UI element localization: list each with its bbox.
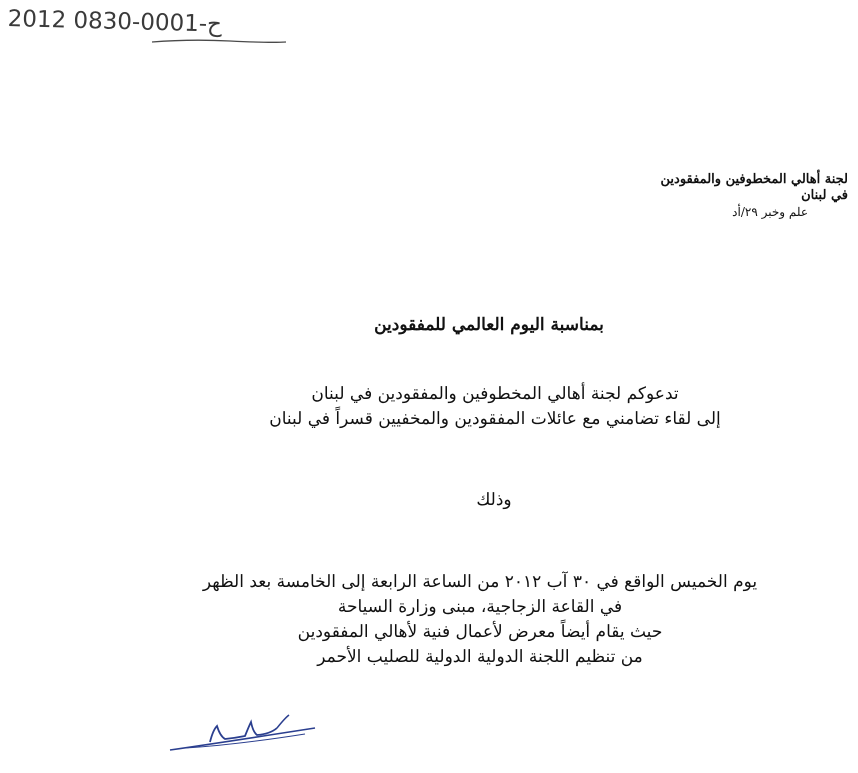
- letterhead: [661, 172, 848, 220]
- handwritten-underline: [150, 36, 290, 48]
- event-details: [180, 570, 780, 670]
- event-date-line: يوم الخميس الواقع في ٣٠ آب ٢٠١٢ من الساعة الرابعة إلى الخامسة بعد الظهر: [202, 572, 758, 592]
- invitation-line: إلى لقاء تضامني مع عائلات المفقودين والمخفيين قسراً في لبنان: [269, 409, 721, 429]
- invitation-line: تدعوكم لجنة أهالي المخطوفين والمفقودين في لبنان: [311, 384, 679, 404]
- connector-text: وذلك: [476, 490, 512, 510]
- letterhead-registration: علم وخبر ٢٩/أد: [732, 205, 808, 219]
- event-exhibition-line: حيث يقام أيضاً معرض لأعمال فنية لأهالي المفقودين: [297, 622, 663, 642]
- event-organizer-line: من تنظيم اللجنة الدولية الدولية للصليب الأحمر: [317, 647, 643, 667]
- document-title: بمناسبة اليوم العالمي للمفقودين: [374, 315, 604, 335]
- letterhead-location: في لبنان: [801, 188, 848, 203]
- handwritten-signature: [165, 712, 335, 757]
- letterhead-organization: لجنة أهالي المخطوفين والمفقودين: [660, 172, 848, 187]
- handwritten-document-number: 2012 0830-0001-ح: [7, 6, 223, 38]
- event-venue-line: في القاعة الزجاجية، مبنى وزارة السياحة: [337, 597, 623, 617]
- invitation-paragraph: [250, 382, 740, 432]
